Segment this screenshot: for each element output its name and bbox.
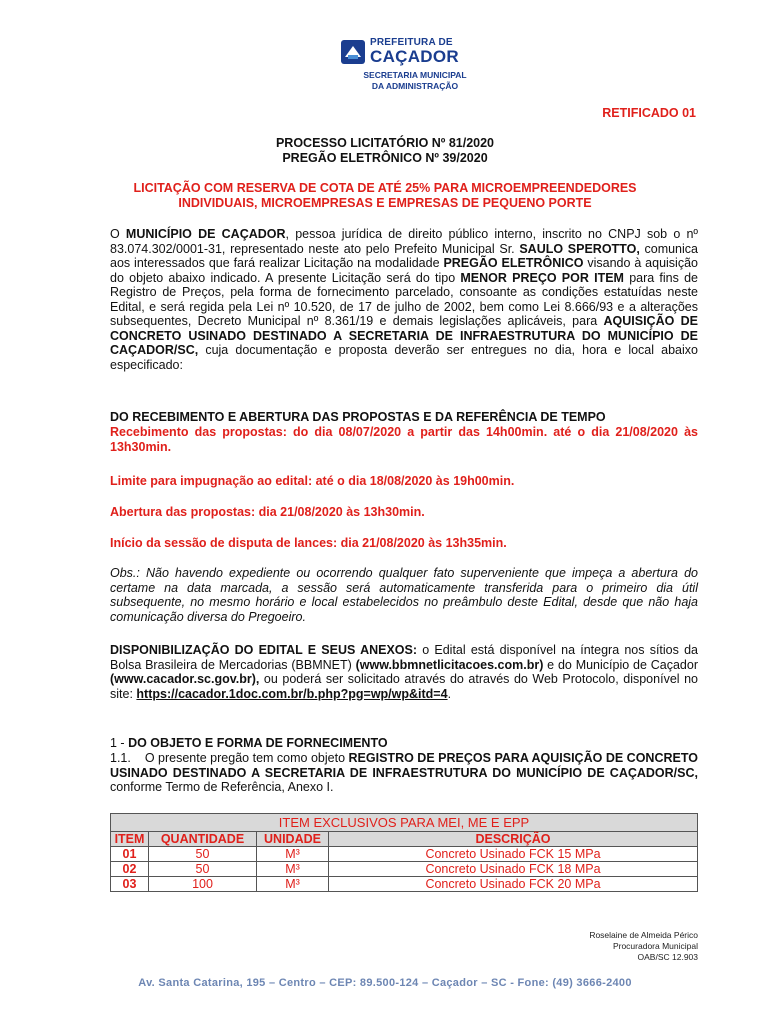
recebimento-propostas: Recebimento das propostas: do dia 08/07/2020 a partir das 14h00min. até o dia 21/08/2020 às 13h30min. [110, 425, 698, 454]
col-header-quantidade: QUANTIDADE [149, 832, 257, 847]
cell-item: 01 [111, 847, 149, 862]
cell-descricao: Concreto Usinado FCK 20 MPa [329, 877, 698, 892]
table-row [111, 877, 698, 892]
cell-unidade: M³ [257, 847, 329, 862]
intro-paragraph: O MUNICÍPIO DE CAÇADOR, pessoa jurídica de direito público interno, inscrito no CNPJ sob o nº 83.074.302/0001-31, representado neste ato pelo Prefeito Municipal Sr. SAULO SPEROTTO, comunica aos interessados que fará realizar Licitação na modalidade PREGÃO ELETRÔNICO visando à aquisição do objeto abaixo indicado. A presente Licitação será do tipo MENOR PREÇO POR ITEM para fins de Registro de Preços, pela forma de fornecimento parcelado, consoante as condições estatuídas neste Edital, e será regida pela Lei nº 10.520, de 17 de julho de 2002, bem como Lei 8.666/93 e a alterações subsequentes, Decreto Municipal nº 8.361/19 e demais legislações aplicáveis, para AQUISIÇÃO DE CONCRETO USINADO DESTINADO A SECRETARIA DE INFRAESTRUTURA DO MUNICÍPIO DE CAÇADOR/SC, cuja documentação e proposta deverão ser entregues no dia, hora e local abaixo especificado: [110, 227, 699, 372]
signature-role: Procuradora Municipal [612, 941, 698, 951]
items-table [110, 813, 698, 892]
cell-quantidade: 50 [149, 847, 257, 862]
cell-quantidade: 100 [149, 877, 257, 892]
objeto-paragraph: 1.1. O presente pregão tem como objeto REGISTRO DE PREÇOS PARA AQUISIÇÃO DE CONCRETO USINADO DESTINADO A SECRETARIA DE INFRAESTRUTURA DO MUNICÍPIO DE CAÇADOR/SC, conforme Termo de Referência, Anexo I. [110, 751, 698, 794]
signature-name: Roselaine de Almeida Périco [589, 930, 698, 940]
objeto-heading: 1 - DO OBJETO E FORMA DE FORNECIMENTO [110, 736, 388, 750]
web-protocolo-link[interactable]: https://cacador.1doc.com.br/b.php?pg=wp/wp&itd=4 [136, 686, 448, 701]
cell-quantidade: 50 [149, 862, 257, 877]
signature-oab: OAB/SC 12.903 [637, 952, 698, 962]
cota-title-line1: LICITAÇÃO COM RESERVA DE COTA DE ATÉ 25% PARA MICROEMPREENDEDORES [133, 181, 637, 195]
logo-line1: PREFEITURA DE [370, 37, 453, 48]
col-header-unidade: UNIDADE [257, 832, 329, 847]
logo-administracao: DA ADMINISTRAÇÃO [371, 81, 459, 91]
col-header-descricao: DESCRIÇÃO [329, 832, 698, 847]
recebimento-heading: DO RECEBIMENTO E ABERTURA DAS PROPOSTAS E DA REFERÊNCIA DE TEMPO [110, 410, 606, 424]
disponibilizacao-paragraph: DISPONIBILIZAÇÃO DO EDITAL E SEUS ANEXOS: o Edital está disponível na íntegra nos sítios da Bolsa Brasileira de Mercadorias (BBMNET) (www.bbmnetlicitacoes.com.br) e do Município de Caçador (www.cacador.sc.gov.br), ou poderá ser solicitado através do através do Web Protocolo, disponível no site: https://cacador.1doc.com.br/b.php?pg=wp/wp&itd=4. [110, 643, 698, 701]
table-row [111, 847, 698, 862]
cell-descricao: Concreto Usinado FCK 18 MPa [329, 862, 698, 877]
limite-impugnacao: Limite para impugnação ao edital: até o dia 18/08/2020 às 19h00min. [110, 474, 515, 488]
pregao-title: PREGÃO ELETRÔNICO Nº 39/2020 [282, 151, 488, 165]
table-title: ITEM EXCLUSIVOS PARA MEI, ME E EPP [111, 814, 698, 832]
retificado-label: RETIFICADO 01 [602, 106, 696, 120]
cell-unidade: M³ [257, 877, 329, 892]
abertura-propostas: Abertura das propostas: dia 21/08/2020 às 13h30min. [110, 505, 425, 519]
cell-item: 03 [111, 877, 149, 892]
logo-line2: CAÇADOR [370, 47, 459, 66]
logo-secretaria: SECRETARIA MUNICIPAL [363, 70, 467, 80]
cell-item: 02 [111, 862, 149, 877]
footer-address: Av. Santa Catarina, 195 – Centro – CEP: 89.500-124 – Caçador – SC - Fone: (49) 3666-2400 [138, 977, 632, 989]
table-row [111, 862, 698, 877]
processo-title: PROCESSO LICITATÓRIO Nº 81/2020 [275, 136, 495, 150]
cell-descricao: Concreto Usinado FCK 15 MPa [329, 847, 698, 862]
obs-paragraph: Obs.: Não havendo expediente ou ocorrendo qualquer fato superveniente que impeça a abertura do certame na data marcada, a sessão será automaticamente transferida para o primeiro dia útil subsequente, no mesmo horário e local estabelecidos no preâmbulo deste Edital, desde que não haja comunicação diversa do Pregoeiro. [110, 566, 698, 624]
col-header-item: ITEM [111, 832, 149, 847]
inicio-sessao: Início da sessão de disputa de lances: dia 21/08/2020 às 13h35min. [110, 536, 507, 550]
prefeitura-logo [340, 38, 490, 100]
cell-unidade: M³ [257, 862, 329, 877]
city-emblem-icon [340, 39, 366, 65]
cota-title-line2: INDIVIDUAIS, MICROEMPRESAS E EMPRESAS DE PEQUENO PORTE [178, 196, 592, 210]
